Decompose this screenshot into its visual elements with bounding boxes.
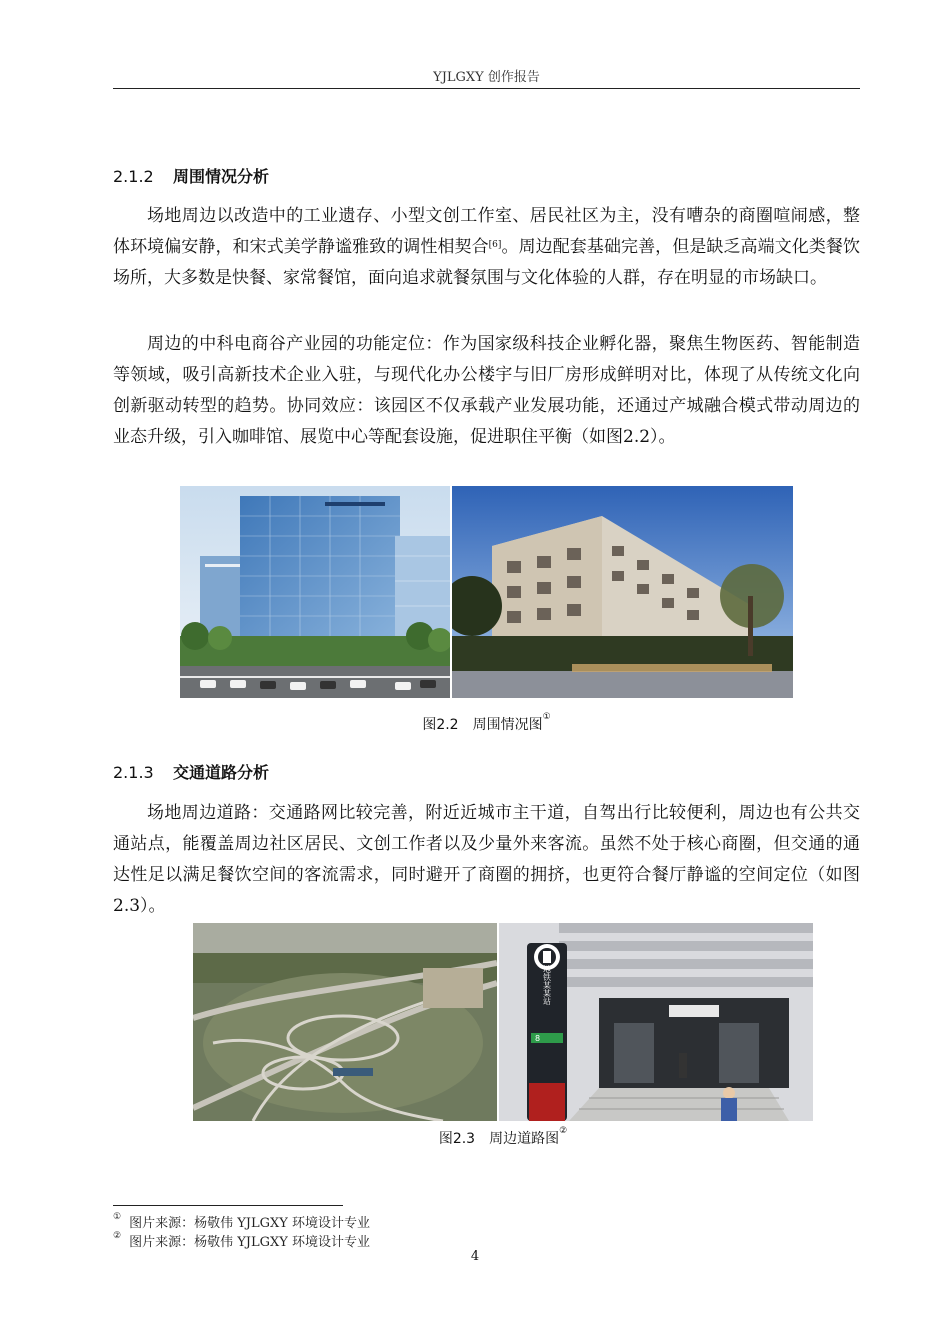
footnote-text: 图片来源：杨敬伟 YJLGXY 环境设计专业 [129, 1235, 370, 1250]
section-title: 周围情况分析 [173, 167, 270, 186]
footnote-mark: ② [113, 1231, 122, 1241]
footnote-1 [113, 1212, 370, 1231]
running-header [113, 60, 860, 89]
figure-caption-2-3 [193, 1128, 813, 1148]
footnote-ref[interactable]: ① [542, 712, 551, 722]
caption-text: 图2.2 周围情况图 [422, 717, 543, 733]
page-number: 4 [470, 1249, 480, 1264]
footnote-text: 图片来源：杨敬伟 YJLGXY 环境设计专业 [129, 1216, 370, 1231]
photo-residential-buildings [452, 486, 793, 698]
section-heading-2-1-2 [113, 164, 269, 187]
photo-office-park [180, 486, 450, 698]
section-number: 2.1.2 [113, 167, 154, 186]
paragraph-text: 场地周边以改造中的工业遗存、小型文创工作室、居民社区为主，没有嘈杂的商圈喧闹感，整体环境偏安静，和宋式美学静谧雅致的调性相契合 [113, 206, 860, 257]
subway-sign-text: 地铁某某站 [542, 965, 552, 1005]
paragraph-surroundings-2: 周边的中科电商谷产业园的功能定位：作为国家级科技企业孵化器，聚焦生物医药、智能制造等领域，吸引高新技术企业入驻，与现代化办公楼宇与旧厂房形成鲜明对比，体现了从传统文化向创新驱动转型的趋势。协同效应：该园区不仅承载产业发展功能，还通过产城融合模式带动周边的业态升级，引入咖啡馆、展览中心等配套设施，促进职住平衡（如图2.2）。 [113, 334, 860, 447]
subway-line-number: 8 [535, 1034, 541, 1043]
caption-text: 图2.3 周边道路图 [438, 1131, 560, 1147]
section-number: 2.1.3 [113, 763, 154, 782]
footnote-divider [113, 1205, 343, 1206]
photo-highway-interchange [193, 923, 497, 1121]
running-header-title: YJLGXY 创作报告 [433, 70, 540, 85]
paragraph-text: 。周边配套基础完善，但是缺乏高端文化类餐饮场所，大多数是快餐、家常餐馆，面向追求就餐氛围与文化体验的人群，存在明显的市场缺口。 [113, 237, 861, 288]
section-heading-2-1-3 [113, 760, 269, 783]
photo-subway-entrance [499, 923, 813, 1121]
citation-ref[interactable]: [6] [488, 240, 502, 250]
footnote-ref[interactable]: ② [559, 1126, 568, 1136]
paragraph-surroundings-1 [113, 201, 860, 294]
paragraph-traffic: 场地周边道路：交通路网比较完善，附近近城市主干道，自驾出行比较便利，周边也有公共交通站点，能覆盖周边社区居民、文创工作者以及少量外来客流。虽然不处于核心商圈，但交通的通达性足以满足餐饮空间的客流需求，同时避开了商圈的拥挤，也更符合餐厅静谧的空间定位（如图2.3）。 [113, 803, 860, 916]
section-title: 交通道路分析 [173, 763, 270, 782]
footnote-2 [113, 1231, 370, 1250]
figure-caption-2-2 [180, 714, 793, 734]
footnote-mark: ① [113, 1212, 122, 1222]
